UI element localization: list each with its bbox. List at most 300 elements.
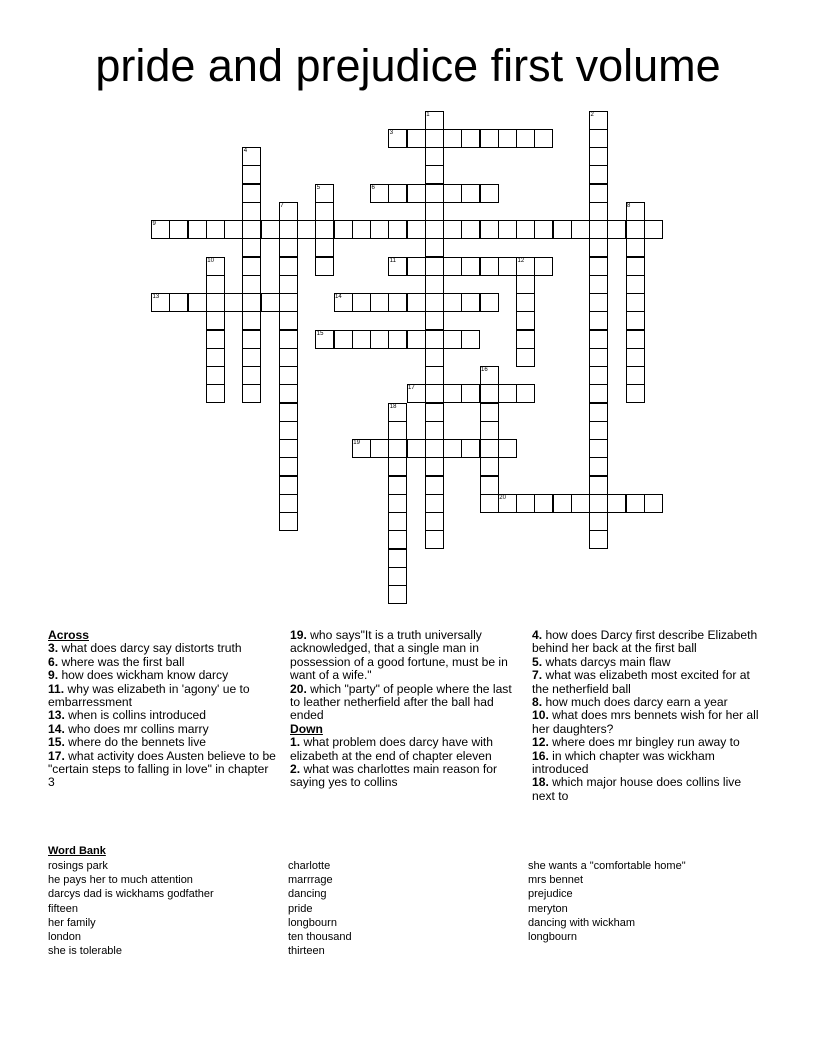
clue-text: who does mr collins marry bbox=[64, 721, 209, 736]
grid-cell[interactable] bbox=[261, 293, 280, 312]
page-title: pride and prejudice first volume bbox=[95, 40, 721, 91]
clue-number: 19. bbox=[290, 628, 307, 642]
clue-text: what does darcy say distorts truth bbox=[58, 641, 242, 656]
clue-number: 5. bbox=[532, 654, 543, 669]
grid-cell[interactable] bbox=[443, 293, 462, 312]
clue-number: 18. bbox=[532, 775, 549, 790]
grid-cell[interactable] bbox=[388, 293, 407, 312]
clue bbox=[48, 669, 276, 682]
word-bank-item: dancing bbox=[288, 888, 327, 901]
clue-text: where does mr bingley run away to bbox=[548, 735, 740, 750]
grid-cell[interactable] bbox=[589, 439, 608, 458]
clue-number: 4. bbox=[532, 628, 543, 642]
grid-cell[interactable] bbox=[553, 220, 572, 239]
clue-text: where do the bennets live bbox=[64, 735, 206, 750]
clue-number: 16. bbox=[532, 748, 549, 763]
grid-cell[interactable] bbox=[425, 348, 444, 367]
clue bbox=[532, 736, 762, 749]
word-bank-item: ten thousand bbox=[288, 931, 352, 944]
grid-cell[interactable] bbox=[589, 348, 608, 367]
grid-cell[interactable] bbox=[425, 202, 444, 221]
clue-text: which major house does collins live next to bbox=[532, 775, 742, 803]
grid-cell[interactable] bbox=[242, 384, 261, 403]
grid-cell[interactable] bbox=[388, 457, 407, 476]
grid-cell[interactable] bbox=[206, 348, 225, 367]
word-bank-item: meryton bbox=[528, 902, 568, 915]
clue-number: 12 bbox=[517, 257, 525, 264]
word-bank-item: thirteen bbox=[288, 945, 325, 958]
clue bbox=[532, 750, 762, 777]
grid-cell[interactable] bbox=[388, 330, 407, 349]
grid-cell[interactable] bbox=[425, 403, 444, 422]
grid-cell[interactable] bbox=[443, 439, 462, 458]
clue-number: 13. bbox=[48, 708, 65, 723]
clue bbox=[532, 709, 762, 736]
clue-number: 9. bbox=[48, 668, 59, 683]
clue-text: what activity does Austen believe to be "certain steps to falling in love" in chapter 3 bbox=[48, 748, 276, 790]
word-bank-item: rosings park bbox=[48, 860, 108, 872]
grid-cell[interactable] bbox=[607, 494, 626, 513]
grid-cell[interactable] bbox=[407, 184, 426, 203]
grid-cell[interactable] bbox=[169, 220, 188, 239]
clue bbox=[290, 629, 516, 683]
clue-text: what was elizabeth most excited for at the netherfield ball bbox=[532, 668, 750, 696]
grid-cell[interactable] bbox=[279, 457, 298, 476]
grid-cell[interactable] bbox=[480, 220, 499, 239]
grid-cell[interactable] bbox=[626, 311, 645, 330]
grid-cell[interactable] bbox=[224, 220, 243, 239]
grid-cell[interactable] bbox=[388, 512, 407, 531]
grid-cell[interactable] bbox=[626, 220, 645, 239]
grid-cell[interactable] bbox=[461, 293, 480, 312]
clue-text: how does wickham know darcy bbox=[58, 668, 229, 683]
clue bbox=[532, 669, 762, 696]
clue-text: why was elizabeth in 'agony' ue to embarressment bbox=[48, 681, 250, 710]
clue-number: 6 bbox=[371, 184, 375, 191]
clue bbox=[532, 696, 762, 709]
grid-cell[interactable] bbox=[480, 476, 499, 495]
word-bank-item: fifteen bbox=[48, 902, 78, 915]
word-bank-item: longbourn bbox=[288, 916, 337, 929]
grid-cell[interactable] bbox=[589, 275, 608, 294]
grid-cell[interactable] bbox=[589, 384, 608, 403]
grid-cell[interactable] bbox=[626, 238, 645, 257]
clue-text: what was charlottes main reason for saying yes to collins bbox=[290, 762, 498, 790]
grid-cell[interactable] bbox=[188, 220, 207, 239]
grid-cell[interactable] bbox=[480, 129, 499, 148]
clue bbox=[48, 709, 276, 722]
grid-cell[interactable] bbox=[589, 220, 608, 239]
grid-cell[interactable] bbox=[626, 275, 645, 294]
grid-cell[interactable] bbox=[206, 293, 225, 312]
grid-cell[interactable] bbox=[425, 421, 444, 440]
clue-text: how much does darcy earn a year bbox=[542, 695, 728, 710]
grid-cell[interactable] bbox=[480, 403, 499, 422]
grid-cell[interactable] bbox=[242, 275, 261, 294]
clue-number: 10 bbox=[207, 257, 214, 264]
grid-cell[interactable] bbox=[242, 293, 261, 312]
grid-cell[interactable] bbox=[279, 403, 298, 422]
grid-cell[interactable] bbox=[279, 275, 298, 294]
grid-cell[interactable] bbox=[480, 184, 499, 203]
grid-cell[interactable] bbox=[279, 439, 298, 458]
grid-cell[interactable] bbox=[315, 202, 334, 221]
clue-number: 7 bbox=[280, 202, 284, 209]
word-bank-item: she wants a "comfortable home" bbox=[528, 860, 686, 872]
grid-cell[interactable] bbox=[443, 330, 462, 349]
grid-cell[interactable] bbox=[407, 293, 426, 312]
grid-cell[interactable] bbox=[388, 439, 407, 458]
grid-cell[interactable] bbox=[480, 293, 499, 312]
word-bank-column bbox=[528, 859, 686, 944]
grid-cell[interactable] bbox=[589, 238, 608, 257]
grid-cell[interactable] bbox=[425, 366, 444, 385]
grid-cell[interactable] bbox=[388, 220, 407, 239]
grid-cell[interactable] bbox=[498, 439, 517, 458]
grid-cell[interactable] bbox=[206, 311, 225, 330]
grid-cell[interactable] bbox=[188, 293, 207, 312]
clue-number: 12. bbox=[532, 735, 549, 750]
grid-cell[interactable] bbox=[480, 384, 499, 403]
grid-cell[interactable] bbox=[644, 220, 663, 239]
clue-text: when is collins introduced bbox=[64, 708, 206, 723]
grid-cell[interactable] bbox=[425, 439, 444, 458]
clue-number: 2. bbox=[290, 762, 301, 777]
grid-cell[interactable] bbox=[425, 165, 444, 184]
grid-cell[interactable] bbox=[498, 384, 517, 403]
clue-number: 7. bbox=[532, 668, 543, 683]
grid-cell[interactable] bbox=[169, 293, 188, 312]
clue bbox=[532, 776, 762, 803]
grid-cell[interactable] bbox=[589, 530, 608, 549]
grid-cell[interactable] bbox=[589, 494, 608, 513]
grid-cell[interactable] bbox=[589, 403, 608, 422]
grid-cell[interactable] bbox=[516, 311, 535, 330]
grid-cell[interactable] bbox=[242, 184, 261, 203]
grid-cell[interactable] bbox=[589, 293, 608, 312]
grid-cell[interactable] bbox=[516, 330, 535, 349]
grid-cell[interactable] bbox=[607, 220, 626, 239]
clue-number: 17 bbox=[408, 385, 415, 392]
grid-cell[interactable] bbox=[279, 476, 298, 495]
grid-cell[interactable] bbox=[352, 330, 371, 349]
grid-cell[interactable] bbox=[224, 293, 243, 312]
grid-cell[interactable] bbox=[443, 384, 462, 403]
grid-cell[interactable] bbox=[461, 384, 480, 403]
grid-cell[interactable] bbox=[461, 129, 480, 148]
grid-cell[interactable] bbox=[388, 530, 407, 549]
grid-cell[interactable] bbox=[443, 220, 462, 239]
grid-cell[interactable] bbox=[407, 129, 426, 148]
clue bbox=[532, 629, 762, 656]
grid-cell[interactable] bbox=[261, 220, 280, 239]
grid-cell[interactable] bbox=[534, 220, 553, 239]
grid-cell[interactable] bbox=[425, 275, 444, 294]
grid-cell[interactable] bbox=[534, 257, 553, 276]
grid-cell[interactable] bbox=[480, 257, 499, 276]
clue-number: 19 bbox=[353, 440, 360, 446]
word-bank-item: charlotte bbox=[288, 860, 331, 872]
grid-cell[interactable] bbox=[242, 311, 261, 330]
clue-column-middle bbox=[290, 629, 516, 790]
word-bank-item: darcys dad is wickhams godfather bbox=[48, 888, 214, 901]
grid-cell[interactable] bbox=[498, 220, 517, 239]
clue-number: 1 bbox=[426, 111, 430, 118]
grid-cell[interactable] bbox=[644, 494, 663, 513]
grid-cell[interactable] bbox=[516, 129, 535, 148]
grid-cell[interactable] bbox=[589, 129, 608, 148]
grid-cell[interactable] bbox=[279, 348, 298, 367]
clue-text: whats darcys main flaw bbox=[542, 654, 671, 669]
grid-cell[interactable] bbox=[589, 476, 608, 495]
clue-number: 15. bbox=[48, 735, 65, 750]
clue-number: 20 bbox=[499, 494, 506, 501]
grid-cell[interactable] bbox=[425, 238, 444, 257]
grid-cell[interactable] bbox=[589, 457, 608, 476]
grid-cell[interactable] bbox=[407, 220, 426, 239]
grid-cell[interactable] bbox=[516, 384, 535, 403]
clue-number: 13 bbox=[152, 294, 160, 300]
grid-cell[interactable] bbox=[315, 257, 334, 276]
grid-cell[interactable] bbox=[352, 293, 371, 312]
grid-cell[interactable] bbox=[388, 476, 407, 495]
grid-cell[interactable] bbox=[425, 530, 444, 549]
clue-number: 16 bbox=[481, 367, 488, 373]
word-bank-item: longbourn bbox=[528, 931, 577, 944]
clue-number: 14. bbox=[48, 721, 65, 736]
grid-cell[interactable] bbox=[425, 293, 444, 312]
grid-cell[interactable] bbox=[334, 330, 353, 349]
grid-cell[interactable] bbox=[242, 202, 261, 221]
grid-cell[interactable] bbox=[461, 257, 480, 276]
clue bbox=[290, 736, 516, 763]
grid-cell[interactable] bbox=[589, 512, 608, 531]
clue-number: 1. bbox=[290, 735, 301, 750]
grid-cell[interactable] bbox=[589, 147, 608, 166]
grid-cell[interactable] bbox=[279, 257, 298, 276]
grid-cell[interactable] bbox=[626, 348, 645, 367]
clue bbox=[48, 736, 276, 749]
clue-text: how does Darcy first describe Elizabeth behind her back at the first ball bbox=[532, 628, 758, 656]
clue-text: where was the first ball bbox=[58, 654, 185, 669]
grid-cell[interactable] bbox=[352, 220, 371, 239]
grid-cell[interactable] bbox=[571, 220, 590, 239]
grid-cell[interactable] bbox=[626, 366, 645, 385]
grid-cell[interactable] bbox=[279, 311, 298, 330]
word-bank-item: marrrage bbox=[288, 874, 333, 887]
grid-cell[interactable] bbox=[315, 220, 334, 239]
clue-number: 11. bbox=[48, 681, 65, 696]
clue-number: 15 bbox=[316, 330, 324, 337]
clue-number: 14 bbox=[335, 294, 342, 300]
grid-cell[interactable] bbox=[425, 512, 444, 531]
grid-cell[interactable] bbox=[388, 184, 407, 203]
clue-text: who says"It is a truth universally acknowledged, that a single man in possession of a good fortune, must be in want of a wife." bbox=[290, 628, 508, 683]
grid-cell[interactable] bbox=[388, 549, 407, 568]
grid-cell[interactable] bbox=[425, 457, 444, 476]
clue-number: 3 bbox=[389, 129, 394, 136]
grid-cell[interactable] bbox=[516, 293, 535, 312]
clue-number: 3. bbox=[48, 641, 59, 656]
grid-cell[interactable] bbox=[425, 476, 444, 495]
grid-cell[interactable] bbox=[297, 220, 316, 239]
grid-cell[interactable] bbox=[589, 184, 608, 203]
grid-cell[interactable] bbox=[626, 384, 645, 403]
word-bank-item: she is tolerable bbox=[48, 945, 122, 958]
grid-cell[interactable] bbox=[242, 348, 261, 367]
grid-cell[interactable] bbox=[334, 220, 353, 239]
grid-cell[interactable] bbox=[425, 257, 444, 276]
grid-cell[interactable] bbox=[206, 330, 225, 349]
clue bbox=[48, 642, 276, 655]
grid-cell[interactable] bbox=[480, 494, 499, 513]
word-bank-title: Word Bank bbox=[48, 845, 106, 857]
clue bbox=[48, 683, 276, 710]
grid-cell[interactable] bbox=[626, 494, 645, 513]
word-bank-item: he pays her to much attention bbox=[48, 874, 193, 887]
clue-number: 17. bbox=[48, 748, 65, 763]
grid-cell[interactable] bbox=[498, 129, 517, 148]
grid-cell[interactable] bbox=[553, 494, 572, 513]
word-bank-item: mrs bennet bbox=[528, 874, 584, 887]
grid-cell[interactable] bbox=[461, 220, 480, 239]
clue-number: 10. bbox=[532, 708, 549, 723]
grid-cell[interactable] bbox=[480, 421, 499, 440]
grid-cell[interactable] bbox=[443, 184, 462, 203]
clue-number: 20. bbox=[290, 681, 307, 696]
grid-cell[interactable] bbox=[425, 147, 444, 166]
grid-cell[interactable] bbox=[407, 439, 426, 458]
grid-cell[interactable] bbox=[388, 585, 407, 604]
grid-cell[interactable] bbox=[279, 293, 298, 312]
clue-number: 8. bbox=[532, 695, 543, 710]
grid-cell[interactable] bbox=[516, 220, 535, 239]
grid-cell[interactable] bbox=[516, 275, 535, 294]
grid-cell[interactable] bbox=[626, 330, 645, 349]
grid-cell[interactable] bbox=[425, 129, 444, 148]
word-bank-item: prejudice bbox=[528, 888, 573, 901]
grid-cell[interactable] bbox=[461, 439, 480, 458]
grid-cell[interactable] bbox=[589, 330, 608, 349]
clue-number: 9 bbox=[152, 221, 156, 227]
grid-cell[interactable] bbox=[589, 257, 608, 276]
clue-text: which "party" of people where the last to leather netherfield after the ball had ended bbox=[290, 681, 512, 723]
grid-cell[interactable] bbox=[534, 494, 553, 513]
grid-cell[interactable] bbox=[407, 257, 426, 276]
grid-cell[interactable] bbox=[589, 202, 608, 221]
grid-cell[interactable] bbox=[516, 494, 535, 513]
word-bank-item: pride bbox=[288, 902, 313, 915]
grid-cell[interactable] bbox=[242, 330, 261, 349]
clue bbox=[48, 723, 276, 736]
grid-cell[interactable] bbox=[589, 311, 608, 330]
down-clues-continued bbox=[532, 629, 762, 803]
grid-cell[interactable] bbox=[206, 275, 225, 294]
grid-cell[interactable] bbox=[425, 220, 444, 239]
grid-cell[interactable] bbox=[206, 384, 225, 403]
grid-cell[interactable] bbox=[206, 220, 225, 239]
grid-cell[interactable] bbox=[370, 330, 389, 349]
word-bank-item: her family bbox=[48, 916, 96, 929]
grid-cell[interactable] bbox=[206, 366, 225, 385]
grid-cell[interactable] bbox=[461, 330, 480, 349]
grid-cell[interactable] bbox=[279, 238, 298, 257]
clue bbox=[48, 750, 276, 790]
grid-cell[interactable] bbox=[425, 494, 444, 513]
grid-cell[interactable] bbox=[461, 184, 480, 203]
grid-cell[interactable] bbox=[388, 567, 407, 586]
grid-cell[interactable] bbox=[279, 494, 298, 513]
across-clues bbox=[48, 629, 276, 790]
clue bbox=[290, 683, 516, 723]
grid-cell[interactable] bbox=[425, 384, 444, 403]
word-bank-item: london bbox=[48, 931, 82, 944]
clue bbox=[532, 656, 762, 669]
clue-number: 5 bbox=[316, 184, 321, 191]
grid-cell[interactable] bbox=[370, 220, 389, 239]
grid-cell[interactable] bbox=[242, 220, 261, 239]
grid-cell[interactable] bbox=[242, 238, 261, 257]
grid-cell[interactable] bbox=[516, 348, 535, 367]
word-bank-column bbox=[48, 859, 214, 958]
grid-cell[interactable] bbox=[571, 494, 590, 513]
grid-cell[interactable] bbox=[480, 457, 499, 476]
word-bank-item: dancing with wickham bbox=[528, 916, 635, 929]
clue-text: in which chapter was wickham introduced bbox=[532, 748, 715, 777]
grid-cell[interactable] bbox=[443, 129, 462, 148]
grid-cell[interactable] bbox=[407, 330, 426, 349]
grid-cell[interactable] bbox=[425, 330, 444, 349]
grid-cell[interactable] bbox=[498, 257, 517, 276]
grid-cell[interactable] bbox=[425, 311, 444, 330]
grid-cell[interactable] bbox=[279, 421, 298, 440]
grid-cell[interactable] bbox=[589, 366, 608, 385]
clue bbox=[48, 656, 276, 669]
down-header: Down bbox=[290, 721, 323, 736]
across-header: Across bbox=[48, 628, 90, 642]
grid-cell[interactable] bbox=[425, 184, 444, 203]
grid-cell[interactable] bbox=[626, 293, 645, 312]
grid-cell[interactable] bbox=[370, 293, 389, 312]
grid-cell[interactable] bbox=[443, 257, 462, 276]
grid-cell[interactable] bbox=[534, 129, 553, 148]
grid-cell[interactable] bbox=[279, 220, 298, 239]
grid-cell[interactable] bbox=[589, 165, 608, 184]
grid-cell[interactable] bbox=[388, 421, 407, 440]
grid-cell[interactable] bbox=[242, 366, 261, 385]
clue bbox=[290, 763, 516, 790]
grid-cell[interactable] bbox=[370, 439, 389, 458]
grid-cell[interactable] bbox=[242, 257, 261, 276]
clue-number: 6. bbox=[48, 654, 59, 669]
grid-cell[interactable] bbox=[480, 439, 499, 458]
grid-cell[interactable] bbox=[279, 512, 298, 531]
clue-text: what problem does darcy have with elizabeth at the end of chapter eleven bbox=[290, 735, 494, 763]
word-bank-column bbox=[288, 859, 352, 958]
grid-cell[interactable] bbox=[315, 238, 334, 257]
grid-cell[interactable] bbox=[279, 366, 298, 385]
grid-cell[interactable] bbox=[388, 494, 407, 513]
clue-number: 18 bbox=[389, 403, 397, 410]
grid-cell[interactable] bbox=[279, 384, 298, 403]
grid-cell[interactable] bbox=[242, 165, 261, 184]
clue-number: 8 bbox=[627, 202, 631, 209]
grid-cell[interactable] bbox=[279, 330, 298, 349]
grid-cell[interactable] bbox=[626, 257, 645, 276]
clue-number: 2 bbox=[590, 111, 594, 118]
grid-cell[interactable] bbox=[589, 421, 608, 440]
clue-number: 4 bbox=[243, 148, 248, 154]
